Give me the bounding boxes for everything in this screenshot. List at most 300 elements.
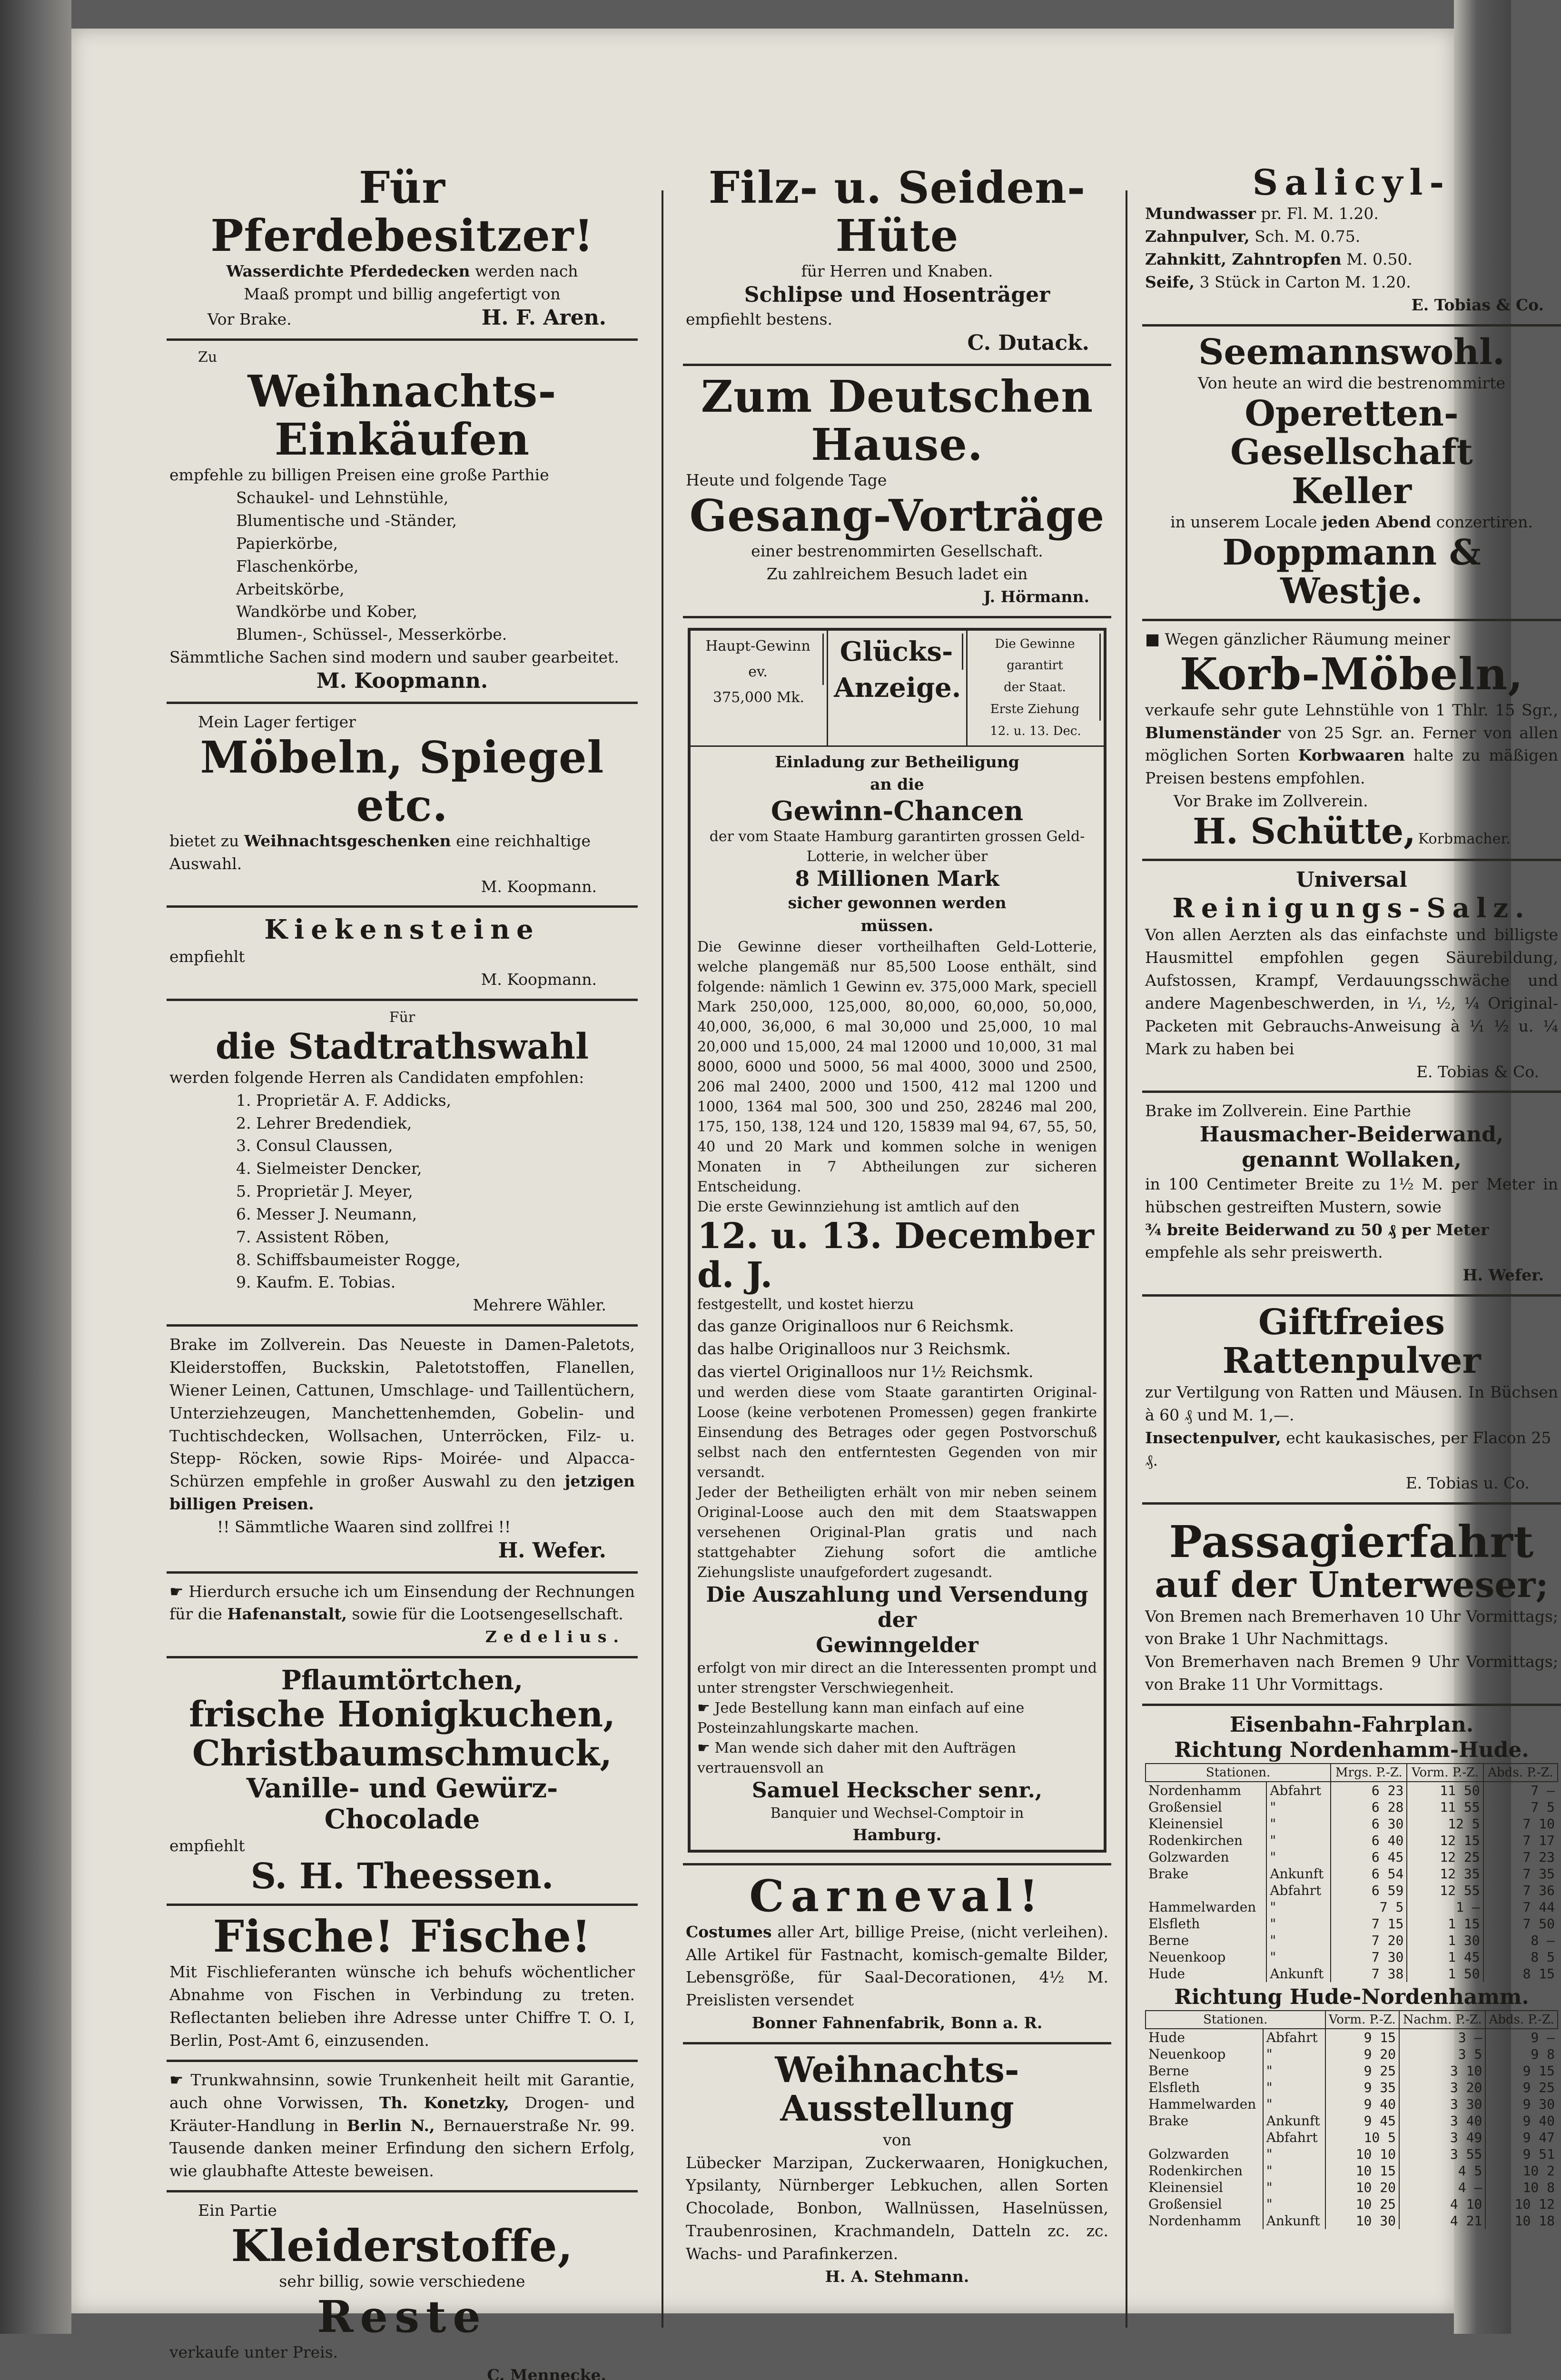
ad-highlight: Weihnachtsgeschenken [244,831,451,850]
table-row [1146,1849,1558,1865]
time-cell: 11 50 [1407,1782,1483,1799]
station-cell: Kleinensiel [1148,2180,1223,2196]
list-item: Wandkörbe und Kober, [236,602,417,621]
station-cell: Neuenkoop [1148,2046,1226,2063]
time-cell: 12 5 [1407,1815,1483,1832]
time-cell: 9 15 [1485,2063,1558,2079]
ad-signer-role: Korbmacher. [1418,830,1511,847]
list-item: 1. Proprietär A. F. Addicks, [236,1091,452,1110]
table-row [1146,2079,1558,2096]
ad-place: Vor Brake im Zollverein. [1174,792,1368,811]
ad-text: Zu zahlreichem Besuch ladet ein [766,564,1028,583]
list-item: 3. Consul Claussen, [236,1136,393,1155]
ad-text: 3 Stück in Carton M. 1.20. [1199,272,1411,291]
ad-title: Seemannswohl. [1198,331,1505,373]
lottery-prizes: Die Gewinne dieser vortheilhaften Geld-Lotterie, welche plangemäß nur 85,500 Loose enthält, sind folgende: nämlich 1 Gewinn ev. 375,000 Mark, speciell Mark 250,000, 125,000, 80,000, 60,000, 50,000, 40,000, 36,000, 6 mal 30,000 und 25,000, 10 mal 20,000 und 15,000, 24 mal 12000 und 10,000, 31 mal 8000, 6000 und 5000, 56 mal 4000, 3000 und 2500, 206 mal 2400, 2000 und 1500, 412 mal 1200 und 1000, 1364 mal 500, 300 und 250, 28246 mal 200, 175, 150, 138, 124 und 120, 15839 mal 94, 67, 55, 50, 40 und 20 Mark und kommen solche in wenigen Monaten in 7 Abtheilungen zur sicheren Entscheidung. [697,939,1097,1196]
lottery-text: festgestellt, und kostet hierzu [697,1296,914,1313]
ad-highlight: Hafenanstalt, [227,1605,347,1624]
lottery-price: das viertel Originalloos nur 1½ Reichsmk. [697,1362,1034,1381]
table-row [1146,2196,1558,2212]
event-cell: Ankunft [1266,1965,1331,1982]
station-cell [1146,2129,1263,2146]
time-cell: 9 20 [1325,2046,1399,2063]
lottery-text: erfolgt von mir direct an die Interessenten prompt und unter strengster Verschwiegenheit. [697,1659,1097,1696]
list-item: Flaschenkörbe, [236,556,359,575]
ad-title: Operetten-Gesellschaft [1230,393,1473,473]
lottery-cell-line: Haupt-Gewinn [693,634,824,659]
column-right [1142,157,1561,2237]
ad-text: Bernauerstraße Nr. 99. Tausende danken meiner Erfindung den sichern Erfolg, wie glaubhafte Atteste beweisen. [169,2116,635,2181]
ad-wefer-stoffe [167,1327,638,1573]
time-cell: 3 5 [1399,2046,1485,2063]
column-rule [662,190,663,2328]
table-row [1146,2162,1558,2179]
time-cell: 4 10 [1399,2196,1485,2212]
lottery-text: Man wende sich daher mit den Aufträgen vertrauensvoll an [697,1739,1016,1776]
ad-text: Mit Fischlieferanten wünsche ich behufs wöchentlicher Abnahme von Fischen in Verbindung zu treten. Reflectanten belieben ihre Adresse unter Chiffre T. O. I, Berlin, Post-Amt 6, einzusenden. [169,1963,635,2050]
ad-text: empfiehlt bestens. [686,310,833,329]
station-cell: Berne [1148,1933,1189,1949]
time-cell: 8 5 [1483,1949,1558,1965]
list-item: Blumentische und -Ständer, [236,511,457,530]
list-item: 4. Sielmeister Dencker, [236,1159,422,1178]
timetable-body [1146,1782,1558,1982]
lottery-cell-line: ev. [693,659,824,685]
column-header: Vorm. P.-Z. [1407,1764,1483,1782]
scan-edge-left [0,0,71,2334]
ad-title: Salicyl- [1252,162,1451,203]
ad-text: Von heute an wird die bestrenommirte [1197,374,1505,392]
station-cell: Kleinensiel [1148,1816,1223,1832]
time-cell: 6 45 [1331,1849,1407,1865]
ad-highlight: Wasserdichte Pferdedecken [226,262,470,281]
ad-highlight: Mundwasser [1145,204,1256,223]
table-row [1146,1832,1558,1849]
event-cell: Abfahrt [1263,2129,1325,2146]
time-cell: 7 5 [1331,1899,1407,1915]
ad-title: Reinigungs-Salz. [1172,892,1531,924]
time-cell: 6 59 [1331,1882,1407,1899]
ad-text: zur Vertilgung von Ratten und Mäusen. In Büchsen à 60 ₰ und M. 1,—. [1145,1382,1558,1424]
ad-korb-moebeln [1142,621,1561,862]
event-cell: " [1266,1915,1331,1932]
timetable-direction: Richtung Hude-Nordenhamm. [1174,1985,1529,2010]
ad-weihnachts-einkaeufe [167,341,638,704]
ad-title: Weihnachts-Ausstellung [775,2049,1019,2130]
ad-text: eine reichhaltige Auswahl. [169,831,591,873]
lottery-cell-line: garantirt [970,655,1101,677]
candidate-list [169,1089,635,1294]
table-row [1146,2112,1558,2129]
ad-signer: M. Koopmann. [481,970,597,989]
event-cell: " [1266,1899,1331,1915]
lottery-cell-line: Die Gewinne [970,634,1101,655]
station-cell: Neuenkoop [1148,1949,1226,1965]
lottery-text: Banquier und Wechsel-Comptoir in [770,1805,1024,1822]
table-row [1146,2212,1558,2229]
table-row [1146,1899,1558,1915]
ad-text: Von allen Aerzten als das einfachste und billigste Hausmittel empfohlen gegen Säurebildung, Aufstossen, Krampf, Verdauungsschwäche und andere Magenbeschwerden, in ¹⁄₁, ¹⁄₂, ¹⁄₄ Original-Packeten mit Gebrauchs-Anweisung à ¹⁄₁ ¹⁄₂ u. ¹⁄₄ Mark zu haben bei [1145,925,1558,1058]
station-cell: Großensiel [1148,1799,1222,1815]
time-cell: 10 10 [1325,2146,1399,2162]
ad-title: Carneval! [749,1870,1045,1922]
ad-text: in 100 Centimeter Breite zu 1½ M. per Meter in hübschen gestreiften Mustern, sowie [1145,1174,1558,1216]
station-cell: Elsfleth [1148,2080,1200,2096]
ad-signer: Zedelius. [485,1627,625,1646]
time-cell: 7 44 [1483,1899,1558,1915]
station-cell: Rodenkirchen [1148,2163,1243,2179]
ad-reinigungs-salz [1142,861,1561,1093]
time-cell: 4 — [1399,2179,1485,2196]
lottery-box [688,628,1107,1853]
lottery-cell-line: 12. u. 13. Dec. [990,724,1081,738]
ad-text: verkaufe sehr gute Lehnstühle von 1 Thlr. 15 Sgr., [1145,700,1558,719]
ad-carneval [683,1865,1111,2044]
event-cell: Abfahrt [1263,2029,1325,2046]
time-cell: 1 — [1407,1899,1483,1915]
event-cell: Ankunft [1266,1865,1331,1882]
ad-stadtrathswahl [167,1001,638,1327]
ad-text: Drogen- und Kräuter-Handlung in [169,2093,635,2135]
time-cell: 1 50 [1407,1965,1483,1982]
list-item: 8. Schiffsbaumeister Rogge, [236,1250,461,1269]
time-cell: 1 45 [1407,1949,1483,1965]
station-cell [1146,1882,1266,1899]
table-row [1146,2063,1558,2079]
ad-kleiderstoffe [167,2192,638,2380]
ad-title: Reste [317,2291,487,2342]
ad-title: Zum Deutschen Hause. [701,370,1094,470]
ad-signer: Bonner Fahnenfabrik, Bonn a. R. [751,2013,1043,2033]
time-cell: 9 30 [1485,2096,1558,2112]
ad-deutsches-haus [683,366,1111,618]
station-cell: Brake [1148,2113,1189,2129]
time-cell: 7 36 [1483,1882,1558,1899]
station-cell: Hude [1148,1966,1185,1982]
event-cell: Abfahrt [1266,1782,1331,1799]
column-header: Stationen. [1146,1764,1331,1782]
pointing-hand-icon: ☛ [169,1582,189,1601]
column-header: Stationen. [1146,2011,1325,2029]
time-cell: 12 35 [1407,1865,1483,1882]
lottery-text: und werden diese vom Staate garantirten Original-Loose (keine verbotenen Promessen) gegen frankirte Einsendung des Betrages oder gegen Postvorschuß selbst nach den entferntesten Gegenden von mir versandt. [697,1384,1097,1481]
lottery-heading: an die [870,775,924,794]
table-row [1146,2146,1558,2162]
list-item: Papierkörbe, [236,534,338,553]
ad-title: die Stadtrathswahl [215,1026,589,1067]
time-cell: 3 — [1399,2029,1485,2046]
station-cell: Großensiel [1148,2196,1222,2212]
ad-signer: H. Schütte, [1193,811,1416,852]
ad-text: aller Art, billige Preise, (nicht verleihen). Alle Artikel für Fastnacht, komisch-gemalte Bilder, Lebensgröße, für Saal-Decorationen, 4½ M. Preislisten versendet [686,1922,1108,2010]
time-cell: 9 51 [1485,2146,1558,2162]
ad-place: Vor Brake. [207,310,292,329]
list-item: Blumen-, Schüssel-, Messerkörbe. [236,625,507,644]
station-cell: Berne [1148,2063,1189,2079]
ad-text: werden folgende Herren als Candidaten empfohlen: [169,1068,584,1087]
ad-text: Lübecker Marzipan, Zuckerwaaren, Honigkuchen, Ypsilanty, Nürnberger Lebkuchen, allen Sorten Chocolade, Bonbon, Wallnüssen, Haselnüssen, Traubenrosinen, Krachmandeln, Datteln zc. zc. Wachs- und Parafinkerzen. [686,2153,1108,2263]
ad-text: Sch. M. 0.75. [1255,227,1361,246]
ad-salicyl [1142,157,1561,327]
lottery-title: Anzeige. [834,672,961,704]
ad-text: empfehle als sehr preiswerth. [1145,1243,1383,1262]
column-header: Abds. P.-Z. [1485,2011,1558,2029]
ad-highlight: Costumes [686,1922,772,1941]
table-row [1146,1882,1558,1899]
lottery-heading: müssen. [860,916,934,935]
ad-text: M. 0.50. [1346,250,1413,269]
ad-highlight: Berlin N., [346,2116,435,2135]
time-cell: 3 40 [1399,2112,1485,2129]
time-cell: 3 49 [1399,2129,1485,2146]
event-cell: " [1263,2162,1325,2179]
ad-signer: Mehrere Wähler. [473,1296,606,1315]
event-cell: " [1263,2179,1325,2196]
ad-title: Für Pferdebesitzer! [210,162,594,262]
time-cell: 6 28 [1331,1799,1407,1815]
ad-fische [167,1906,638,2062]
ad-text: pr. Fl. M. 1.20. [1261,204,1379,223]
ad-title: Gesang-Vorträge [689,489,1105,541]
ad-rattenpulver [1142,1297,1561,1505]
event-cell: " [1263,2063,1325,2079]
station-cell: Brake [1148,1866,1189,1882]
event-cell: " [1266,1949,1331,1965]
square-bullet-icon: ■ [1145,629,1165,648]
ad-signer: H. Wefer. [1462,1266,1544,1285]
time-cell: 7 10 [1483,1815,1558,1832]
time-cell: 10 15 [1325,2162,1399,2179]
ad-passagierfahrt [1142,1505,1561,1706]
event-cell: Ankunft [1263,2212,1325,2229]
time-cell: 10 25 [1325,2196,1399,2212]
lottery-title: Glücks- [831,634,963,670]
lottery-heading: Gewinngelder [816,1633,978,1658]
lottery-text: der vom Staate Hamburg garantirten grossen Geld-Lotterie, in welcher über [709,828,1085,865]
time-cell: 6 54 [1331,1865,1407,1882]
table-header-row [1146,2011,1558,2029]
ad-kicker: Für [389,1009,415,1026]
timetable-title: Eisenbahn-Fahrplan. [1229,1712,1474,1737]
ad-highlight: Zahnpulver, [1145,227,1250,246]
ad-text: Wegen gänzlicher Räumung meiner [1165,629,1450,648]
ad-text: Brake im Zollverein. Eine Parthie [1145,1101,1411,1121]
ad-text: empfiehlt [169,1836,245,1855]
list-item: Arbeitskörbe, [236,579,345,598]
table-row [1146,2046,1558,2063]
list-item: 5. Proprietär J. Meyer, [236,1182,413,1201]
ad-text: Von Bremen nach Bremerhaven 10 Uhr Vormittags; von Brake 1 Uhr Nachmittags. [1145,1606,1558,1648]
station-cell: Hammelwarden [1148,1899,1256,1915]
time-cell: 10 5 [1325,2129,1399,2146]
ad-title: Pflaumtörtchen, [281,1665,524,1696]
ad-highlight: Blumenständer [1145,723,1281,742]
lottery-cell-line: Erste Ziehung [970,699,1101,721]
list-item: Schaukel- und Lehnstühle, [236,488,449,507]
ad-text: von [883,2130,911,2149]
lottery-cell-line: 375,000 Mk. [713,689,805,706]
lottery-cell [691,631,828,745]
ad-text: Brake im Zollverein. Das Neueste in Damen-Paletots, Kleiderstoffen, Buckskin, Paletotstoffen, Flanellen, Wiener Leinen, Cattunen, Umschlage- und Taillentüchern, Unterziehzeugen, Manchettenhemden, Gobelin- und Tuchtischdecken, Wollsachen, Unterröcken, Filz- u. Stepp- Röcken, sowie Rips- Moirée- und Alpacca-Schürzen empfehle in großer Auswahl zu den [169,1335,635,1491]
station-cell: Golzwarden [1148,2146,1229,2162]
ad-highlight: jeden Abend [1322,513,1432,532]
ad-trunkwahnsinn [167,2062,638,2192]
table-row [1146,1932,1558,1949]
time-cell: 9 35 [1325,2079,1399,2096]
ad-title: Keller [1291,470,1412,512]
station-cell: Golzwarden [1148,1849,1229,1865]
ad-title: Kiekensteine [264,914,540,946]
event-cell: " [1266,1815,1331,1832]
ad-text: einer bestrenommirten Gesellschaft. [751,542,1043,561]
time-cell: 7 50 [1483,1915,1558,1932]
event-cell: " [1263,2196,1325,2212]
ad-signer: J. Hörmann. [983,587,1089,606]
ad-title: Passagierfahrt [1169,1516,1534,1568]
ad-signer: M. Koopmann. [316,668,488,693]
column-header: Nachm. P.-Z. [1399,2011,1485,2029]
ad-theessen [167,1658,638,1906]
time-cell: 9 15 [1325,2029,1399,2046]
table-row [1146,1799,1558,1815]
ad-highlight: Seife, [1145,272,1195,291]
ad-highlight: Th. Konetzky, [379,2093,509,2112]
lottery-date: 12. u. 13. December d. J. [697,1216,1094,1296]
ad-highlight: Zahnkitt, Zahntropfen [1145,250,1342,269]
time-cell: 1 30 [1407,1932,1483,1949]
station-cell: Hude [1148,2030,1185,2046]
lottery-heading: Die Auszahlung und Versendung der [706,1583,1088,1633]
time-cell: 8 — [1483,1932,1558,1949]
ad-hafenanstalt [167,1574,638,1659]
ad-text: für Herren und Knaben. [801,262,993,281]
ad-kiekensteine [167,908,638,1001]
event-cell: " [1266,1932,1331,1949]
lottery-header [691,631,1104,747]
ad-moebeln-spiegel [167,704,638,908]
list-item: 9. Kaufm. E. Tobias. [236,1273,396,1292]
ad-highlight: Schlipse und Hosenträger [744,283,1050,307]
time-cell: 9 47 [1485,2129,1558,2146]
time-cell: 10 12 [1485,2196,1558,2212]
time-cell: 9 25 [1325,2063,1399,2079]
lottery-city: Hamburg. [852,1825,942,1844]
ad-seemannswohl [1142,327,1561,621]
ad-text: Von Bremerhaven nach Bremen 9 Uhr Vormittags; von Brake 11 Uhr Vormittags. [1145,1652,1558,1694]
ad-kicker: Zu [198,348,217,366]
lottery-text: Die erste Gewinnziehung ist amtlich auf den [697,1199,1020,1216]
time-cell: 10 18 [1485,2212,1558,2229]
ad-text: conzertiren. [1436,513,1533,532]
station-cell: Rodenkirchen [1148,1833,1243,1849]
time-cell: 3 30 [1399,2096,1485,2112]
pointing-hand-icon: ☛ [697,1699,715,1716]
event-cell: Ankunft [1263,2112,1325,2129]
time-cell: 10 30 [1325,2212,1399,2229]
station-cell: Nordenhamm [1148,1783,1242,1799]
time-cell: 12 15 [1407,1832,1483,1849]
time-cell: 3 20 [1399,2079,1485,2096]
ad-highlight: ¾ breite Beiderwand zu 50 ₰ per Meter [1145,1220,1489,1239]
column-left [167,157,638,2380]
table-row [1146,1949,1558,1965]
station-cell: Nordenhamm [1148,2213,1242,2229]
column-middle [683,157,1111,2296]
pointing-hand-icon: ☛ [169,2070,191,2089]
table-row [1146,1965,1558,1982]
time-cell: 10 8 [1485,2179,1558,2196]
time-cell: 4 21 [1399,2212,1485,2229]
ad-signer: H. Wefer. [498,1538,606,1563]
time-cell: 10 2 [1485,2162,1558,2179]
ad-signer: C. Dutack. [967,330,1089,355]
column-header: Mrgs. P.-Z. [1331,1764,1407,1782]
time-cell: 7 — [1483,1782,1558,1799]
ad-signer: H. A. Stehmann. [825,2267,969,2286]
time-cell: 10 20 [1325,2179,1399,2196]
ad-title: Christbaumschmuck, [192,1733,613,1774]
ad-signer: E. Tobias & Co. [1411,295,1544,314]
list-item: 7. Assistent Röben, [236,1227,390,1246]
lottery-text: Jeder der Betheiligten erhält von mir neben seinem Original-Loose auch den mit dem Staatswappen versehenen Original-Plan gratis und nach stattgehabter Ziehung sofort die amtliche Ziehungsliste unaufgefordert zugesandt. [697,1484,1097,1581]
event-cell: Abfahrt [1266,1882,1331,1899]
time-cell: 6 30 [1331,1815,1407,1832]
time-cell: 9 — [1485,2029,1558,2046]
ad-text: Hierdurch ersuche ich um Einsendung der Rechnungen für die [169,1582,635,1624]
ad-signer: Doppmann & Westje. [1222,532,1481,612]
ad-signer: S. H. Theessen. [250,1855,554,1897]
time-cell: 9 25 [1485,2079,1558,2096]
ad-text: bietet zu [169,831,239,850]
time-cell: 12 25 [1407,1849,1483,1865]
timetable-table [1145,2010,1558,2230]
event-cell: " [1263,2079,1325,2096]
time-cell: 3 55 [1399,2146,1485,2162]
ad-text: werden nach [474,262,578,281]
time-cell: 9 8 [1485,2046,1558,2063]
lottery-price: das ganze Originalloos nur 6 Reichsmk. [697,1316,1014,1335]
ad-pferdebesitzer [167,157,638,341]
ad-title: frische Honigkuchen, [189,1694,615,1735]
time-cell: 6 23 [1331,1782,1407,1799]
time-cell: 1 15 [1407,1915,1483,1932]
time-cell: 7 35 [1483,1865,1558,1882]
timetable-direction: Richtung Nordenhamm-Hude. [1174,1737,1529,1762]
ad-signer: E. Tobias u. Co. [1405,1474,1530,1493]
table-row [1146,1865,1558,1882]
table-row [1146,1815,1558,1832]
ad-title: genannt Wollaken, [1242,1148,1462,1172]
event-cell: " [1263,2096,1325,2112]
ad-text: verkaufe unter Preis. [169,2343,338,2362]
station-cell: Elsfleth [1148,1916,1200,1932]
table-header-row [1146,1764,1558,1782]
ad-highlight: Korbwaaren [1298,746,1405,765]
ad-text: Maaß prompt und billig angefertigt von [244,285,561,304]
lottery-cell-line: der Staat. [970,677,1101,699]
time-cell: 7 17 [1483,1832,1558,1849]
time-cell: 9 40 [1485,2112,1558,2129]
ad-text: Heute und folgende Tage [686,471,887,490]
station-cell: Hammelwarden [1148,2096,1256,2112]
time-cell: 7 5 [1483,1799,1558,1815]
ad-filz-seiden-huete [683,157,1111,366]
time-cell: 7 15 [1331,1915,1407,1932]
timetable-table [1145,1763,1558,1983]
ad-text: halte zu mäßigen Preisen bestens empfohlen. [1145,746,1558,788]
pointing-hand-icon: ☛ [697,1739,715,1756]
time-cell: 9 40 [1325,2096,1399,2112]
